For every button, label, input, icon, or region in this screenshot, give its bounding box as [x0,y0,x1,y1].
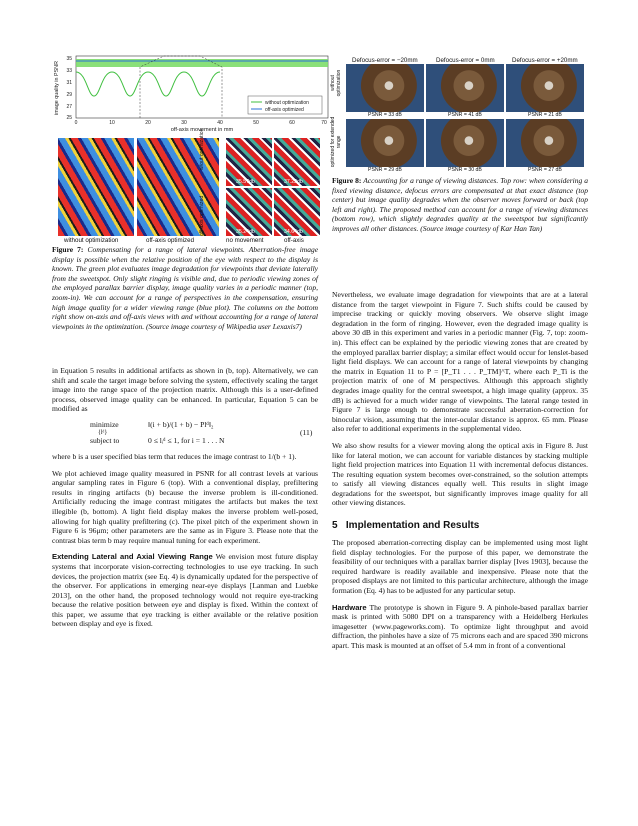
fig7-psnr: 35.57db [236,179,255,185]
section-number: 5 [332,520,338,532]
fig8-caption-label: Figure 8: [332,176,362,185]
xtick: 60 [289,120,295,126]
legend-offaxis: off-axis optimized [265,107,304,113]
fig7-side-label-wout: w/out optimization [199,128,205,170]
fig8-psnr-top: PSNR = 21 dB [528,112,562,118]
hardware-heading: Hardware [332,602,367,612]
xtick: 20 [145,120,151,126]
section-title: Implementation and Results [345,520,480,532]
fig8-row-label-top: without optimization [330,69,342,97]
fig7-sublabel: off-axis [284,237,304,244]
eq-number: (11) [300,427,313,437]
x-axis-label: off-axis movement in mm [170,127,234,132]
fig7-sublabel: no movement [226,237,264,244]
fig7-caption-label: Figure 7: [52,245,84,254]
right-para-4-text: The prototype is shown in Figure 9. A pinhole-based parallax barrier mask is printed with 5080 DPI on a transparency with a Heidelberg Herkules imagesetter (www.pageworks.com). To optimize light throughput and avoid diffraction, the pinholes have a size of 75 microns each and are spaced 390 microns apart. This mask is mounted at an offset of 5.4 mm in front of a conventional [332,602,588,650]
left-para-2: where b is a user specified bias term that reduces the image contrast to 1/(b + 1). [52,451,297,461]
fig8-bird-5 [426,119,504,167]
off-axis-band [76,59,328,67]
ytick: 31 [66,80,72,86]
right-body [332,290,588,651]
ytick: 33 [66,68,72,74]
fig7-psnr: 34.64db [284,229,303,235]
fig8-caption-text: Accounting for a range of viewing distances. Top row: when considering a fixed viewing distance, defocus errors are compensated at that exact distance (top center) but image quality degrades when the observer moves forward or back (top left and right). The proposed method can account for a range of viewing distances (bottom row), which slightly degrades quality at the sweetspot but significantly improves all other distances. (Source image courtesy of Kar Han Tan) [332,176,588,233]
xtick: 10 [109,120,115,126]
ytick: 35 [66,56,72,62]
fig7-sublabel: without optimization [64,237,119,244]
eq-subject-to: subject to [90,435,120,445]
extending-range-heading: Extending Lateral and Axial Viewing Range [52,552,213,562]
fig8-psnr-top: PSNR = 33 dB [368,112,402,118]
left-body [52,366,318,629]
eq-constraint: 0 ≤ lᵢᵈ ≤ 1, for i = 1 . . . N [148,435,225,445]
right-para-4 [332,603,588,651]
fig7-caption [52,245,318,331]
fig7-image-without-opt [58,138,134,236]
eq-minimize: minimize [90,419,119,429]
fig8-bird-4 [346,119,424,167]
fig8-row-label-bottom: optimized for extended range [330,116,342,168]
xtick: 70 [321,120,327,126]
eq-objective: ‖(i + b)/(1 + b) − Plᵈ‖₂ [148,419,214,429]
xtick: 40 [217,120,223,126]
fig8-col-title: Defocus-error = −20mm [352,57,418,64]
left-para-1: in Equation 5 results in additional artifacts as shown in (b, top). Alternatively, we can shift and scale the target image before solving the system, effectively scaling the target image into the range space of the projection matrix. Although this is a user-defined process, observed image quality can be enhanced. In particular, Equation 5 can be modified as [52,366,318,414]
fig7-chart [52,52,336,132]
left-para-3: We plot achieved image quality measured in PSNR for all contrast levels at various angular sampling rates in Figure 6 (top). With a conventional display, prefiltering results in ringing artifacts (b) because the inverse problem is ill-conditioned. Artificially reducing the image contrast mitigates the artifacts but makes the text illegible (b, bottom). A light field display makes the inverse problem well-posed, allowing for high quality prefiltering (c). The pixel pitch of the experiment shown in Figure 6 is 96μm; other parameters are the same as in Figure 3. Please note that the contrast bias term b may require manual tuning for each experiment. [52,468,318,545]
fig8-psnr-bottom: PSNR = 29 dB [368,167,402,173]
fig7-caption-text: Compensating for a range of lateral viewpoints. Aberration-free image display is possible when the relative position of the eye with respect to the display is known. The green plot evaluates image degradation for viewpoints that deviate laterally from the sweetspot. Only slight ringing is visible and, due to periodic viewing zones of the employed parallax barrier display, image quality varies in a periodic manner (top, zoom-in). We can account for a range of perspectives in the compensation, ensuring high image quality for a wider viewing range (blue plot). The columns on the bottom right show on-axis and off-axis views with and without accounting for a range of lateral viewpoints in the optimization. (Source image courtesy of Wikipedia user Lexaxis7) [52,245,319,331]
fig7-side-label-opt: off-axis optimized [199,195,205,236]
xtick: 0 [74,120,78,126]
fig8-psnr-bottom: PSNR = 27 dB [528,167,562,173]
fig7-sublabel: off-axis optimized [146,237,195,244]
right-para-2: We also show results for a viewer moving along the optical axis in Figure 8. Just like for lateral motion, we can account for variable distances by stacking multiple light field projection matrices into Equation 11 with incremental defocus distances. The resulting equation system becomes over-constrained, so the solution attempts to satisfy all viewing distances equally well. This results in slight image degradations for the sweetspot, but significantly improves image quality for all other viewing distances. [332,440,588,508]
fig8-psnr-top: PSNR = 41 dB [448,112,482,118]
fig8-bird-6 [506,119,584,167]
right-para-3: The proposed aberration-correcting display can be implemented using most light field display technologies. For the purpose of this paper, we demonstrate the feasibility of our techniques with a parallax barrier display [Ives 1903], because the required hardware is readily available and inexpensive. Please note that the proposed displays are not limited to this particular architecture, although the image formation (Eq. 4) has to be adjusted for any particular setup. [332,538,588,596]
fig8-bird-3 [506,64,584,112]
eq-variable: {lᵈ} [98,429,108,436]
right-para-1: Nevertheless, we evaluate image degradation for viewpoints that are at a lateral distance from the target viewpoint in Figure 7. Such shifts could be caused by imprecise tracking or quickly moving observers. We observe slight image degradation in the form of ringing. However, even the degraded image quality is above 30 dB in this experiment and varies in a periodic manner (Fig. 7, top: zoom-in). This effect can be explained by the periodic viewing zones that are created by the employed parallax barrier display; a similar effect would occur for lenslet-based light field displays. We can account for a range of lateral viewpoints by changing the matrix in Equation 11 to P = [P_T1 . . . P_TM]^T, where each P_Ti is the projection matrix of one of M perspectives. Although this approach slightly degrades image quality for the central sweetspot, a high image quality (approx. 35 dB) is achieved for a much wider range of viewpoints. The lateral range tested in Figure 7 is large enough to demonstrate successful aberration-correction for binocular vision, assuming that the inter-ocular distance is approx. 65 mm. Please also refer to additional experiments in the supplemental video. [332,290,588,434]
fig8-psnr-bottom: PSNR = 30 dB [448,167,482,173]
fig8-col-title: Defocus-error = +20mm [512,57,578,64]
legend-without: without optimization [265,100,309,106]
section-5-heading [332,520,588,531]
fig7-psnr: 35.24db [236,229,255,235]
fig8-bird-2 [426,64,504,112]
fig7-chart-svg [52,52,336,132]
fig8-caption [332,176,588,234]
xtick: 30 [181,120,187,126]
xtick: 50 [253,120,259,126]
fig7-image-offaxis-opt [137,138,219,236]
fig7-psnr: 37.22db [284,179,303,185]
fig8-col-title: Defocus-error = 0mm [436,57,495,64]
ytick: 27 [66,104,72,110]
y-axis-label: image quality in PSNR [54,61,60,115]
left-para-4-text: We envision most future display systems that incorporate vision-correcting technologies to use eye tracking. In such devices, the projection matrix (see Eq. 4) is dynamically updated for the perspective of the observer. For applications in emerging near-eye displays [Lanman and Luebke 2013], on the other hand, the proposed technology would not require eye-tracking because the relative position between eye and display is fixed. Within the context of this paper, we assume that eye tracking is either available or the relative position between display and eye is fixed. [52,552,319,629]
left-para-4 [52,552,318,629]
ytick: 29 [66,92,72,98]
ytick: 25 [66,115,72,121]
equation-11 [52,420,318,448]
fig8-bird-1 [346,64,424,112]
